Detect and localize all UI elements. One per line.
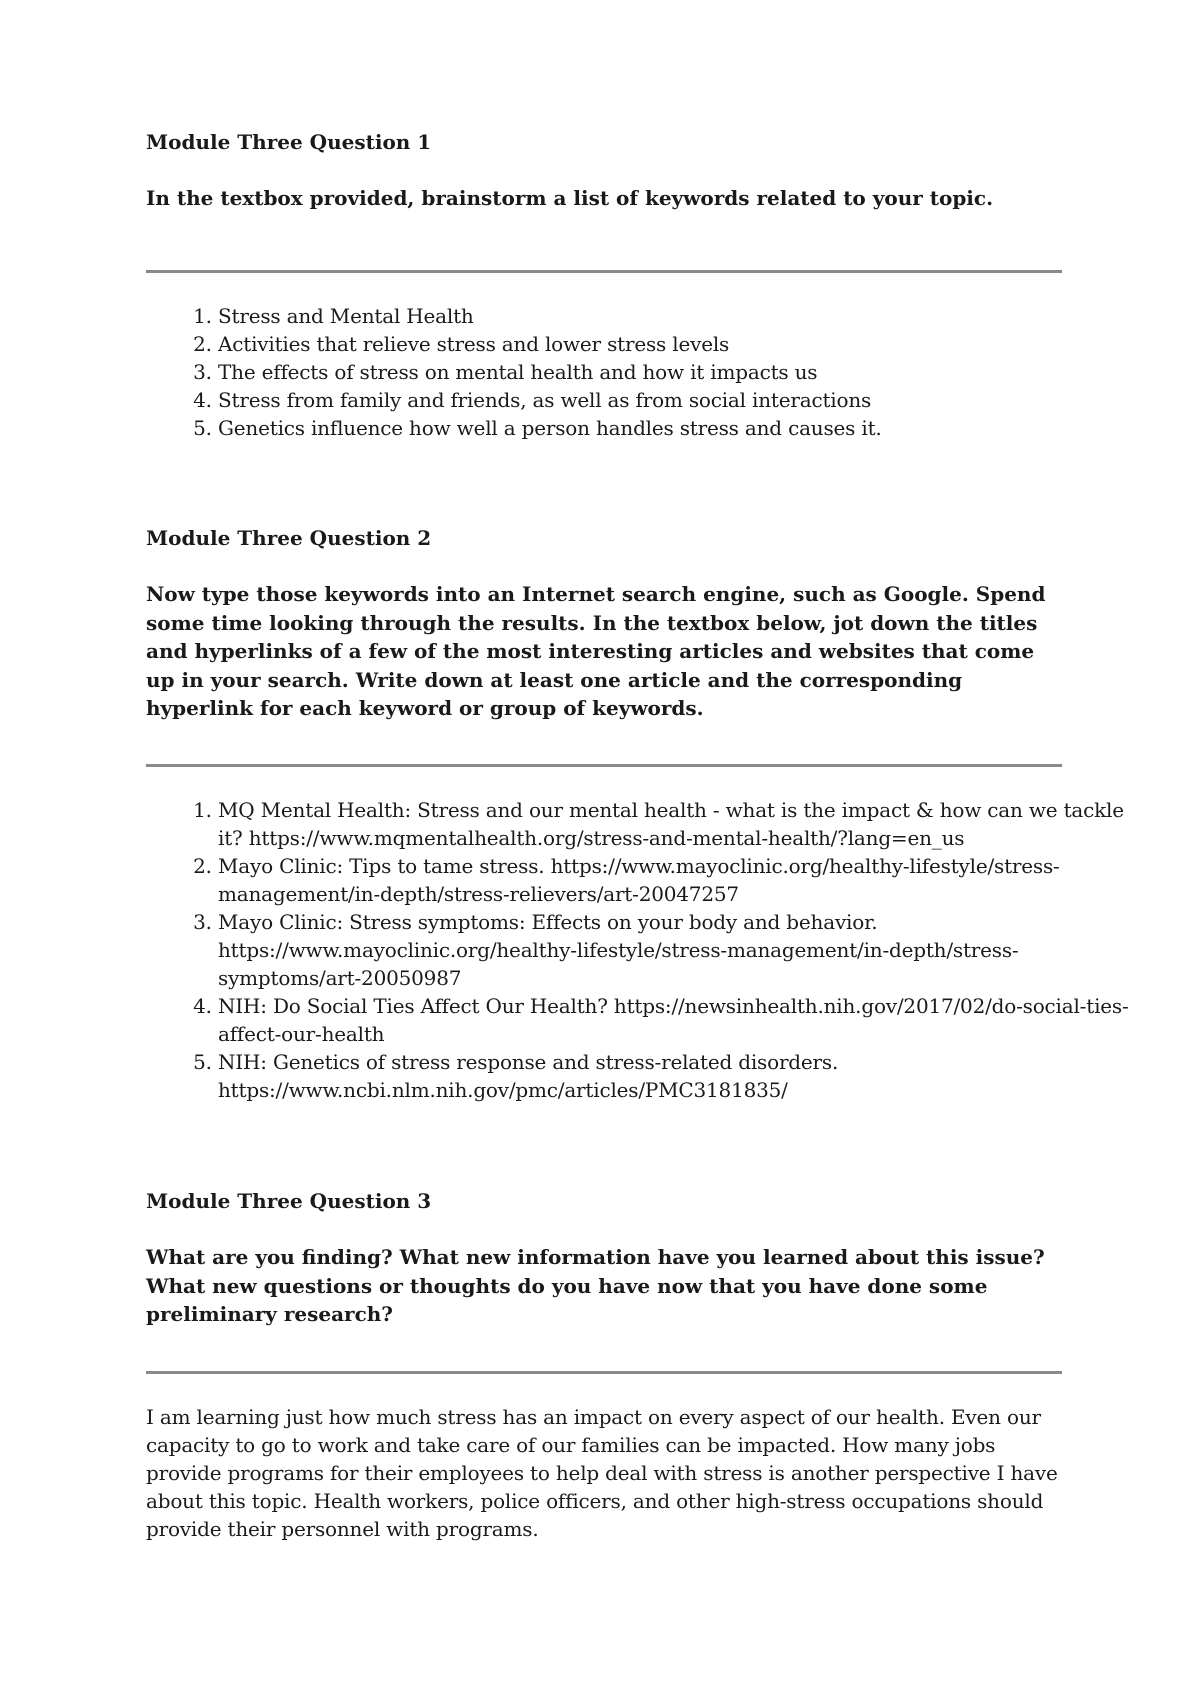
question-3-prompt: What are you finding? What new information have you learned about this issue? What new questions or thoughts do you have now that you have done some preliminary research? (146, 1245, 1045, 1326)
question-2-divider (146, 764, 1062, 767)
question-1-prompt: In the textbox provided, brainstorm a list of keywords related to your topic. (146, 186, 994, 210)
list-item: 4. Stress from family and friends, as well as from social interactions (218, 386, 882, 414)
list-item: 3. The effects of stress on mental health and how it impacts us (218, 358, 882, 386)
question-2-prompt: Now type those keywords into an Internet search engine, such as Google. Spend some time looking through the results. In the textbox below, jot down the titles and hyperlinks of a few of the most interesting articles and websites that come up in your search. Write down at least one article and the corresponding hyperlink for each keyword or group of keywords. (146, 582, 1046, 720)
question-2-answer-list (146, 796, 1134, 1104)
question-3-divider (146, 1371, 1062, 1374)
question-3-answer: I am learning just how much stress has an impact on every aspect of our health. Even our capacity to go to work and take care of our families can be impacted. How many jobs provide programs for their employees to help deal with stress is another perspective I have about this topic. Health workers, police officers, and other high-stress occupations should provide their personnel with programs. (146, 1405, 1058, 1541)
list-item: 2. Activities that relieve stress and lower stress levels (218, 330, 882, 358)
list-item: 5. NIH: Genetics of stress response and stress-related disorders. https://www.ncbi.nlm.nih.gov/pmc/articles/PMC3181835/ (218, 1048, 1134, 1104)
list-item: 3. Mayo Clinic: Stress symptoms: Effects on your body and behavior. https://www.mayoclinic.org/healthy-lifestyle/stress-management/in-depth/stress-symptoms/art-20050987 (218, 908, 1134, 992)
question-3-title: Module Three Question 3 (146, 1189, 432, 1213)
list-item: 4. NIH: Do Social Ties Affect Our Health? https://newsinhealth.nih.gov/2017/02/do-social-ties-affect-our-health (218, 992, 1134, 1048)
list-item: 1. Stress and Mental Health (218, 302, 882, 330)
question-1-answer-list (146, 302, 882, 442)
question-1-divider (146, 270, 1062, 273)
list-item: 5. Genetics influence how well a person handles stress and causes it. (218, 414, 882, 442)
question-2-title: Module Three Question 2 (146, 526, 432, 550)
question-1-title: Module Three Question 1 (146, 130, 432, 154)
list-item: 2. Mayo Clinic: Tips to tame stress. https://www.mayoclinic.org/healthy-lifestyle/stress-management/in-depth/stress-relievers/art-20047257 (218, 852, 1134, 908)
list-item: 1. MQ Mental Health: Stress and our mental health - what is the impact & how can we tackle it? https://www.mqmentalhealth.org/stress-and-mental-health/?lang=en_us (218, 796, 1134, 852)
